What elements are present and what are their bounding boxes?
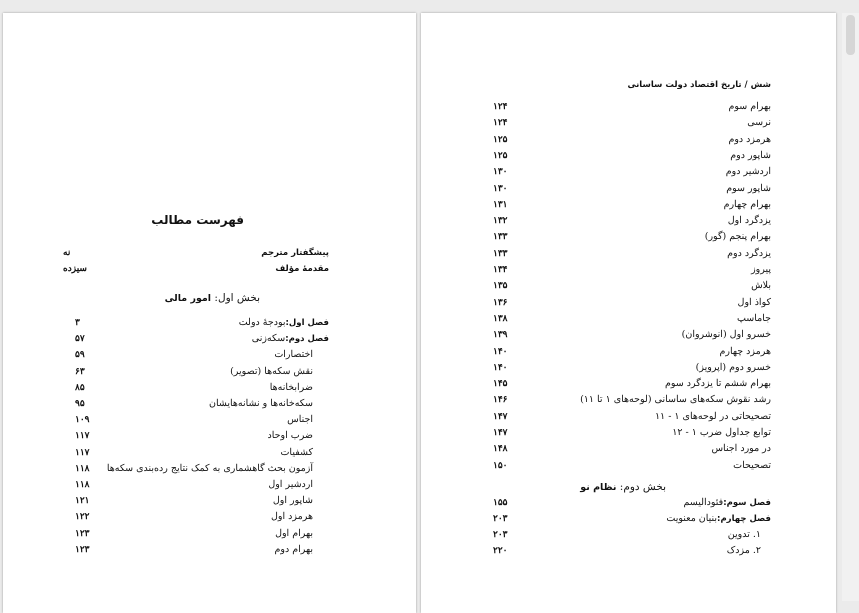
front-matter-row (63, 262, 329, 276)
toc-entry-label: رشد نقوش سکه‌های ساسانی (لوحه‌های ۱ تا ۱۱) (580, 394, 771, 406)
toc-entry-page: ۱۳۳ (493, 248, 508, 259)
toc-entry-page: ۱۰۹ (75, 415, 90, 426)
toc-entry (75, 413, 329, 427)
toc-entry (493, 116, 771, 130)
toc-entry-page: ۱۴۷ (493, 411, 508, 422)
toc-entry-label: ضرب اوحاد (267, 430, 313, 442)
toc-entry-label (252, 332, 329, 346)
toc-entry-label: اردشیر دوم (725, 166, 771, 178)
toc-entry-page: ۱۳۳ (493, 232, 508, 243)
toc-entry-page: ۱۳۹ (493, 330, 508, 341)
right-page (421, 13, 836, 613)
toc-entry (493, 528, 771, 542)
chapter-label: فصل دوم: (285, 334, 329, 345)
toc-entry-page: ۶۳ (75, 366, 85, 377)
toc-entry-page: ۱۲۴ (493, 118, 508, 129)
toc-entry-label (666, 512, 771, 526)
toc-entry (75, 510, 329, 524)
part-two-title (580, 481, 666, 493)
toc-entry (75, 527, 329, 541)
part-one-name: امور مالی (164, 293, 212, 304)
toc-entry-page: ۸۵ (75, 382, 85, 393)
toc-entry (493, 247, 771, 261)
part-one-prefix: بخش اول: (214, 292, 260, 304)
toc-entry (75, 494, 329, 508)
toc-entry-label: بهرام اول (275, 527, 313, 539)
toc-entry-label: تصحیحات (733, 459, 771, 471)
toc-entry-label: هرمزد دوم (728, 133, 771, 145)
toc-entry-page: ۱۲۴ (493, 102, 508, 112)
toc-entry-page: ۱۳۴ (493, 265, 508, 275)
toc-entry (75, 478, 329, 492)
toc-entry (493, 165, 771, 179)
chapter-label: فصل سوم: (723, 498, 771, 508)
toc-entry-label: بهرام ششم تا یزدگرد سوم (664, 378, 771, 390)
part-two-prefix: بخش دوم: (619, 481, 666, 493)
toc-entry-page: ۱۱۷ (75, 447, 90, 458)
toc-entry (493, 263, 771, 277)
toc-entry (493, 377, 771, 391)
toc-entry (493, 410, 771, 424)
toc-entry-label: خسرو دوم (اپرویز) (695, 361, 771, 373)
toc-entry-label: پیروز (751, 264, 771, 275)
front-matter-label: پیشگفتار مترجم (261, 248, 329, 258)
front-matter-page: نه (63, 248, 71, 258)
toc-entry-page: ۱۳۱ (493, 199, 508, 210)
toc-entry (493, 312, 771, 326)
toc-entry (493, 182, 771, 196)
toc-entry-label: یزدگرد اول (727, 215, 771, 227)
toc-entry-page: ۱۳۰ (493, 183, 508, 194)
toc-entry (493, 100, 771, 114)
toc-entry-label: نقش سکه‌ها (تصویر) (230, 365, 313, 377)
toc-entry-page: ۱۴۷ (493, 428, 508, 438)
toc-entry-label (239, 316, 329, 330)
part-one-title (165, 292, 260, 304)
toc-entry-label: هرمزد چهارم (719, 345, 771, 357)
toc-entry (493, 328, 771, 342)
toc-entry-label: ۲. مزدک (726, 545, 761, 556)
toc-entry-page: ۱۲۵ (493, 134, 508, 145)
toc-entry-label: بهرام چهارم (723, 198, 771, 210)
toc-entry (493, 361, 771, 375)
toc-entry-label (683, 496, 771, 510)
toc-entry (493, 496, 771, 510)
toc-entry-label: بهرام سوم (728, 101, 771, 112)
toc-entry-page: ۱۵۵ (493, 498, 508, 508)
chapter-title: بودجهٔ دولت (238, 317, 286, 328)
toc-entry-page: ۱۳۲ (493, 216, 508, 227)
front-matter-label: مقدمهٔ مؤلف (275, 264, 329, 274)
toc-entry-label: خسرو اول (انوشروان) (681, 329, 771, 341)
toc-entry-page: ۱۳۸ (493, 313, 508, 324)
toc-entry (493, 149, 771, 163)
toc-entry (75, 381, 329, 395)
toc-entry-label: اجناس (287, 414, 313, 426)
toc-entry-label: در مورد اجناس (711, 443, 771, 455)
toc-entry-label: بهرام پنجم (گور) (704, 231, 771, 243)
toc-entry-label: شاپور دوم (730, 149, 771, 161)
toc-entry-label: آزمون بحث گاهشماری به کمک نتایج رده‌بندی سکه‌ها (106, 462, 313, 474)
toc-entry (493, 133, 771, 147)
toc-entry (75, 316, 329, 330)
chapter-title: فئودالیسم (683, 497, 724, 508)
toc-entry-label: هرمزد اول (271, 511, 313, 523)
toc-entry-page: ۱۲۲ (75, 512, 90, 523)
toc-entry-page: ۱۲۳ (75, 544, 90, 555)
toc-entry (75, 446, 329, 460)
toc-entry-page: ۲۰۳ (493, 514, 508, 524)
toc-entry (493, 345, 771, 359)
toc-entry-page: ۱۳۵ (493, 281, 508, 292)
chapter-label: فصل چهارم: (717, 514, 771, 524)
chapter-label: فصل اول: (285, 318, 329, 328)
toc-entry-label: اختصارات (274, 349, 313, 361)
toc-entry-page: ۱۴۰ (493, 362, 508, 373)
toc-entry-page: ۲۰۳ (493, 530, 508, 540)
toc-entry (75, 462, 329, 476)
toc-entry (493, 230, 771, 244)
toc-entry (75, 348, 329, 362)
toc-entry-page: ۱۲۵ (493, 150, 508, 161)
front-matter-page: سیزده (63, 264, 87, 274)
toc-entry-label: سکه‌خانه‌ها و نشانه‌هایشان (209, 398, 313, 409)
toc-entry-page: ۱۴۰ (493, 346, 508, 357)
toc-entry-page: ۳ (75, 318, 80, 328)
toc-entry (493, 214, 771, 228)
toc-entry-label: کشفیات (280, 446, 313, 458)
toc-entry-page: ۱۴۶ (493, 395, 508, 406)
toc-entry-label: یزدگرد دوم (727, 247, 771, 259)
toc-entry-label: شاپور سوم (726, 182, 771, 194)
toc-entry-label: نرسی (747, 117, 771, 129)
toc-entry-page: ۱۱۸ (75, 463, 90, 474)
left-page (3, 13, 416, 613)
toc-entry-label: تصحیحاتی در لوحه‌های ۱ - ۱۱ (654, 410, 771, 422)
toc-entry-page: ۱۳۰ (493, 167, 508, 178)
toc-entry (493, 544, 771, 558)
toc-entry (493, 279, 771, 293)
toc-entry (75, 332, 329, 346)
toc-entry-label: جاماسپ (736, 312, 771, 324)
toc-entry-page: ۹۵ (75, 399, 85, 409)
toc-entry-page: ۱۴۸ (493, 444, 508, 455)
scrollbar-thumb[interactable] (846, 15, 855, 55)
toc-entry-label: بلاش (751, 280, 771, 292)
toc-entry (75, 397, 329, 411)
toc-entry-page: ۲۲۰ (493, 546, 508, 556)
toc-entry (493, 393, 771, 407)
toc-entry-page: ۱۲۳ (75, 528, 90, 539)
toc-entry-label: توابع جداول ضرب ۱ - ۱۲ (672, 427, 771, 438)
toc-entry (493, 296, 771, 310)
chapter-title: سکه‌زنی (251, 333, 286, 345)
toc-entry (493, 426, 771, 440)
toc-entry-page: ۵۷ (75, 334, 85, 345)
running-header: شش / تاریخ اقتصاد دولت ساسانی (627, 80, 771, 90)
toc-entry (493, 198, 771, 212)
toc-entry-page: ۱۳۶ (493, 297, 508, 308)
toc-entry (75, 429, 329, 443)
toc-entry-label: کواذ اول (737, 296, 771, 308)
toc-entry (75, 543, 329, 557)
toc-entry-page: ۱۵۰ (493, 460, 508, 471)
toc-entry (493, 459, 771, 473)
toc-entry (493, 512, 771, 526)
toc-entry-label: اردشیر اول (268, 479, 313, 490)
toc-entry-page: ۱۱۸ (75, 480, 90, 490)
toc-entry-page: ۱۱۷ (75, 431, 90, 442)
toc-entry (493, 442, 771, 456)
part-two-name: نظام نو (580, 482, 617, 493)
toc-entry-label: بهرام دوم (274, 543, 313, 555)
toc-entry-page: ۱۴۵ (493, 379, 508, 390)
front-matter-row (63, 246, 329, 260)
toc-entry-page: ۱۲۱ (75, 496, 90, 507)
toc-entry-page: ۵۹ (75, 350, 85, 361)
chapter-title: بنیان معنویت (666, 513, 718, 524)
toc-entry-label: ضرابخانه‌ها (269, 381, 313, 393)
toc-entry-label: شاپور اول (272, 495, 313, 507)
vertical-scrollbar[interactable] (842, 13, 859, 601)
toc-entry-label: ۱. تدوین (727, 529, 761, 540)
toc-title: فهرست مطالب (151, 213, 244, 227)
toc-entry (75, 365, 329, 379)
